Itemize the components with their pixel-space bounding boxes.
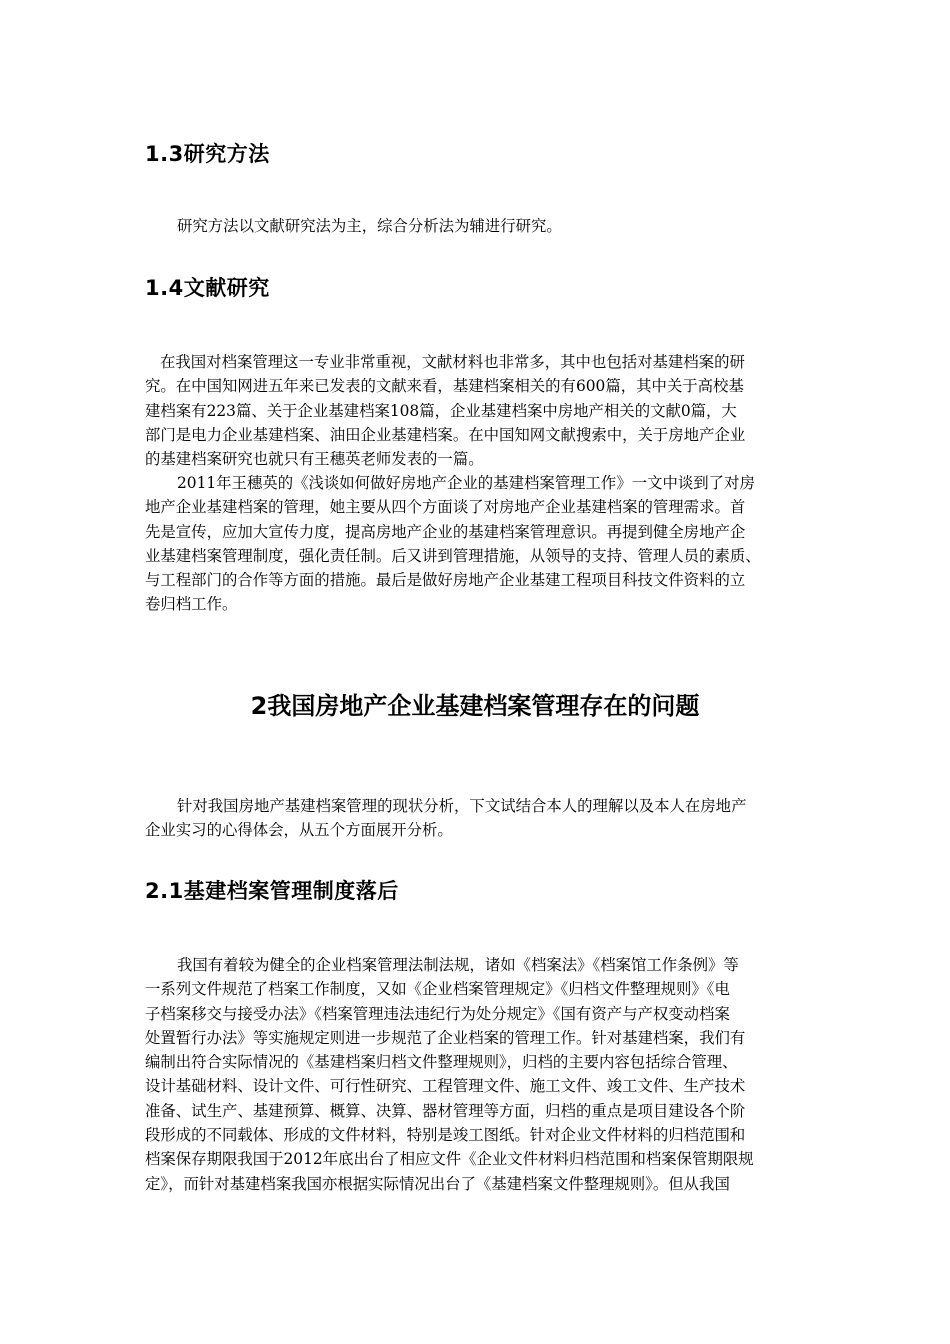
- section-heading-1-4: 1.4文献研究: [145, 276, 270, 300]
- text-line: 处置暂行办法》等实施规定则进一步规范了企业档案的管理工作。针对基建档案，我们有: [145, 1028, 746, 1047]
- text-line: 定》，而针对基建档案我国亦根据实际情况出台了《基建档案文件整理规则》。但从我国: [145, 1174, 730, 1193]
- text-line: 针对我国房地产基建档案管理的现状分析，下文试结合本人的理解以及本人在房地产: [177, 797, 747, 815]
- text-line: 设计基础材料、设计文件、可行性研究、工程管理文件、施工文件、竣工文件、生产技术: [145, 1077, 746, 1096]
- paragraph-research-method: [145, 214, 810, 238]
- text-line: 一系列文件规范了档案工作制度，又如《企业档案管理规定》《归档文件整理规则》《电: [145, 980, 730, 999]
- text-line: 2011年王穗英的《浅谈如何做好房地产企业的基建档案管理工作》一文中谈到了对房: [177, 474, 755, 492]
- paragraph-system-backward: [145, 953, 810, 1196]
- text-line: 研究方法以文献研究法为主，综合分析法为辅进行研究。: [177, 217, 562, 235]
- chapter-heading-2: 2我国房地产企业基建档案管理存在的问题: [250, 692, 700, 720]
- text-line: 编制出符合实际情况的《基建档案归档文件整理规则》，归档的主要内容包括综合管理、: [145, 1053, 738, 1072]
- text-line: 子档案移交与接受办法》《档案管理违法违纪行为处分规定》《国有资产与产权变动档案: [145, 1004, 730, 1023]
- text-line: 档案保存期限我国于2012年底出台了相应文件《企业文件材料归档范围和档案保管期限规: [145, 1150, 754, 1169]
- text-line: 段形成的不同载体、形成的文件材料，特别是竣工图纸。针对企业文件材料的归档范围和: [145, 1126, 746, 1145]
- text-line: 究。在中国知网进五年来已发表的文献来看，基建档案相关的有600篇，其中关于高校基: [145, 377, 744, 396]
- text-line: 准备、试生产、基建预算、概算、决算、器材管理等方面，归档的重点是项目建设各个阶: [145, 1101, 746, 1120]
- text-line: 部门是电力企业基建档案、油田企业基建档案。在中国知网文献搜索中，关于房地产企业: [145, 425, 746, 444]
- text-line: 卷归档工作。: [145, 595, 238, 614]
- text-line: 与工程部门的合作等方面的措施。最后是做好房地产企业基建工程项目科技文件资料的立: [145, 571, 746, 590]
- paragraph-literature-2: [145, 471, 810, 617]
- text-line: 企业实习的心得体会，从五个方面展开分析。: [145, 821, 453, 840]
- section-heading-1-3: 1.3研究方法: [145, 142, 270, 166]
- text-line: 我国有着较为健全的企业档案管理法制法规，诸如《档案法》《档案馆工作条例》等: [177, 956, 739, 974]
- text-line: 地产企业基建档案的管理，她主要从四个方面谈了对房地产企业基建档案的管理需求。首: [145, 498, 746, 517]
- text-line: 的基建档案研究也就只有王穗英老师发表的一篇。: [145, 450, 484, 469]
- section-heading-2-1: 2.1基建档案管理制度落后: [145, 879, 399, 903]
- text-line: 在我国对档案管理这一专业非常重视，文献材料也非常多，其中也包括对基建档案的研: [160, 353, 745, 371]
- text-line: 先是宣传，应加大宣传力度，提高房地产企业的基建档案管理意识。再提到健全房地产企: [145, 522, 746, 541]
- paragraph-chapter-2-intro: [145, 794, 810, 843]
- paragraph-literature-1: [145, 350, 810, 471]
- text-line: 建档案有223篇、关于企业基建档案108篇，企业基建档案中房地产相关的文献0篇，大: [145, 401, 737, 420]
- text-line: 业基建档案管理制度，强化责任制。后又讲到管理措施，从领导的支持、管理人员的素质、: [145, 546, 761, 565]
